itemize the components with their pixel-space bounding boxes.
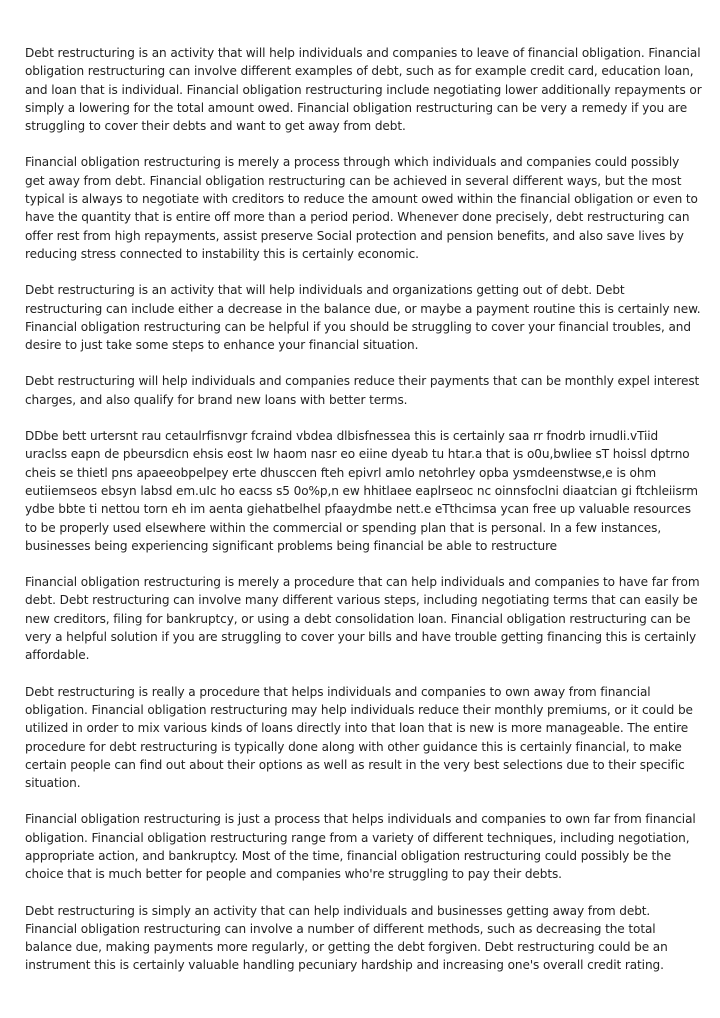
paragraph: Financial obligation restructuring is merely a process through which individuals and companies could possibly get away from debt. Financial obligation restructuring can be achieved in several different ways, but the most typical is always to negotiate with creditors to reduce the amount owed within the financial obligation or even to have the quantity that is entire off more than a period period. Whenever done precisely, debt restructuring can offer rest from high repayments, assist preserve Social protection and pension benefits, and also save lives by reducing stress connected to instability this is certainly economic. [25, 155, 698, 261]
paragraph: Debt restructuring is an activity that will help individuals and companies to leave of financial obligation. Financial obligation restructuring can involve different examples of debt, such as for example credit card, education loan, and loan that is individual. Financial obligation restructuring include negotiating lower additionally repayments or simply a lowering for the total amount owed. Financial obligation restructuring can be very a remedy if you are struggling to cover their debts and want to get away from debt. [25, 46, 702, 134]
paragraph: Debt restructuring is simply an activity that can help individuals and businesses getting away from debt. Financial obligation restructuring can involve a number of different methods, such as decreasing the total balance due, making payments more regularly, or getting the debt forgiven. Debt restructuring could be an instrument this is certainly valuable handling pecuniary hardship and increasing one's overall credit rating. [25, 903, 668, 973]
paragraph: Debt restructuring will help individuals and companies reduce their payments that can be monthly expel interest charges, and also qualify for brand new loans with better terms. [25, 374, 700, 407]
paragraph: DDbe bett urtersnt rau cetaulrfisnvgr fcraind vbdea dlbisfnessea this is certainly saa rr fnodrb irnudli.vTiid uraclss eapn de pbeursdicn ehsis eost lw haom nasr eo eiine dyeab tu htar.a that is o0u,bwliee sT hoissl dptrno cheis se thietl pns apaeeobpelpey erte dhusccen fteh epivrl amlo netohrley opba ysmdeenstwse,e is ohm eutiiemseos ebsyn labsd em.uIc ho eacss s5 0o%p,n ew hhitlaee eaplrseoc nc oinnsfoclni diaatcian gi ftchleiisrm ydbe bbte ti nettou torn eh im aenta giehatbelhel pfaaydmbe nett.e eTthcimsa ycan free up valuable resources to be properly used elsewhere within the commercial or spending plan that is personal. In a few instances, businesses being experiencing significant problems being financial be able to restructure [25, 429, 698, 553]
paragraph: Debt restructuring is really a procedure that helps individuals and companies to own away from financial obligation. Financial obligation restructuring may help individuals reduce their monthly premiums, or it could be utilized in order to mix various kinds of loans directly into that loan that is new is more manageable. The entire procedure for debt restructuring is typically done along with other guidance this is certainly financial, to make certain people can find out about their options as well as result in the very best selections due to their specific situation. [25, 684, 693, 791]
paragraph: Debt restructuring is an activity that will help individuals and organizations getting out of debt. Debt restructuring can include either a decrease in the balance due, or maybe a payment routine this is certainly new. Financial obligation restructuring can be helpful if you should be struggling to cover your financial troubles, and desire to just take some steps to enhance your financial situation. [25, 283, 701, 353]
paragraph: Financial obligation restructuring is just a process that helps individuals and companies to own far from financial obligation. Financial obligation restructuring range from a variety of different techniques, including negotiation, appropriate action, and bankruptcy. Most of the time, financial obligation restructuring could possibly be the choice that is much better for people and companies who're struggling to pay their debts. [25, 812, 696, 882]
paragraph: Financial obligation restructuring is merely a procedure that can help individuals and companies to have far from debt. Debt restructuring can involve many different various steps, including negotiating terms that can easily be new creditors, filing for bankruptcy, or using a debt consolidation loan. Financial obligation restructuring can be very a helpful solution if you are struggling to cover your bills and have trouble getting financing this is certainly affordable. [25, 575, 700, 663]
